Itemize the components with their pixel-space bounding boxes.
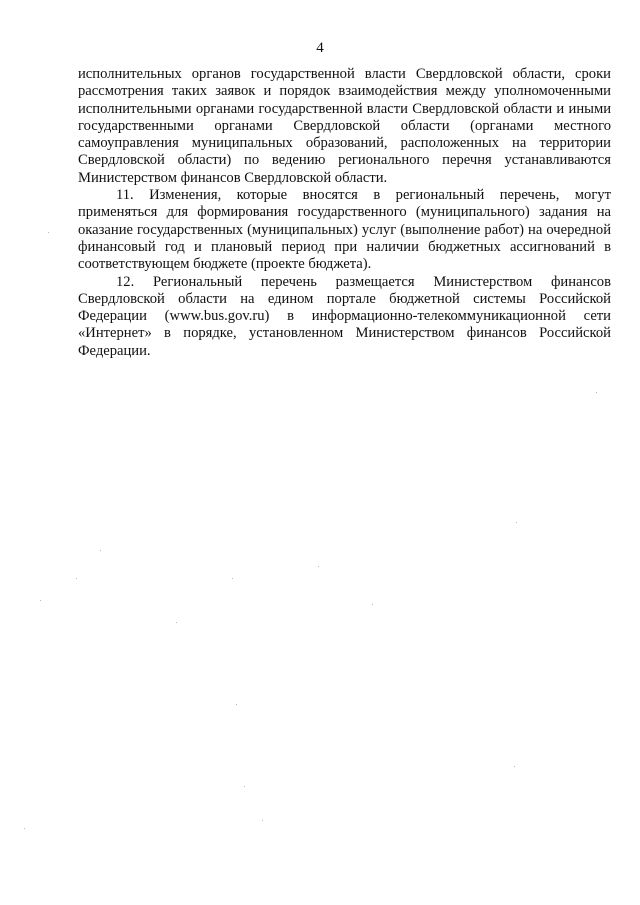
scan-speck <box>100 550 101 551</box>
scan-speck <box>514 766 515 767</box>
scan-speck <box>372 604 373 605</box>
paragraph-11: 11. Изменения, которые вносятся в региональный перечень, могут применяться для формирования государственного (муниципального) задания на оказание государственных (муниципальных) услуг (выполнение работ) на очередной финансовый год и плановый период при наличии бюджетных ассигнований в соответствующем бюджете (проекте бюджета). <box>78 187 611 273</box>
scan-speck <box>232 578 233 579</box>
paragraph-continuation: исполнительных органов государственной власти Свердловской области, сроки рассмотрения таких заявок и порядок взаимодействия между уполномоченными исполнительными органами государственной власти Свердловской области и иными государственными органами Свердловской области (органами местного самоуправления муниципальных образований, расположенных на территории Свердловской области) по ведению регионального перечня устанавливаются Министерством финансов Свердловской области. <box>78 66 611 186</box>
page-number: 4 <box>316 40 324 56</box>
scan-speck <box>596 392 597 393</box>
scan-speck <box>516 522 517 523</box>
scan-speck <box>76 578 77 579</box>
scan-speck <box>176 622 177 623</box>
scan-speck <box>244 786 245 787</box>
document-body <box>78 66 611 360</box>
scan-speck <box>236 704 237 705</box>
scan-speck <box>24 828 25 829</box>
scan-speck <box>40 600 41 601</box>
scan-speck <box>48 232 49 233</box>
scan-speck <box>318 566 319 567</box>
scan-speck <box>262 820 263 821</box>
paragraph-12: 12. Региональный перечень размещается Министерством финансов Свердловской области на едином портале бюджетной системы Российской Федерации (www.bus.gov.ru) в информационно-телекоммуникационной сети «Интернет» в порядке, установленном Министерством финансов Российской Федерации. <box>78 273 611 359</box>
